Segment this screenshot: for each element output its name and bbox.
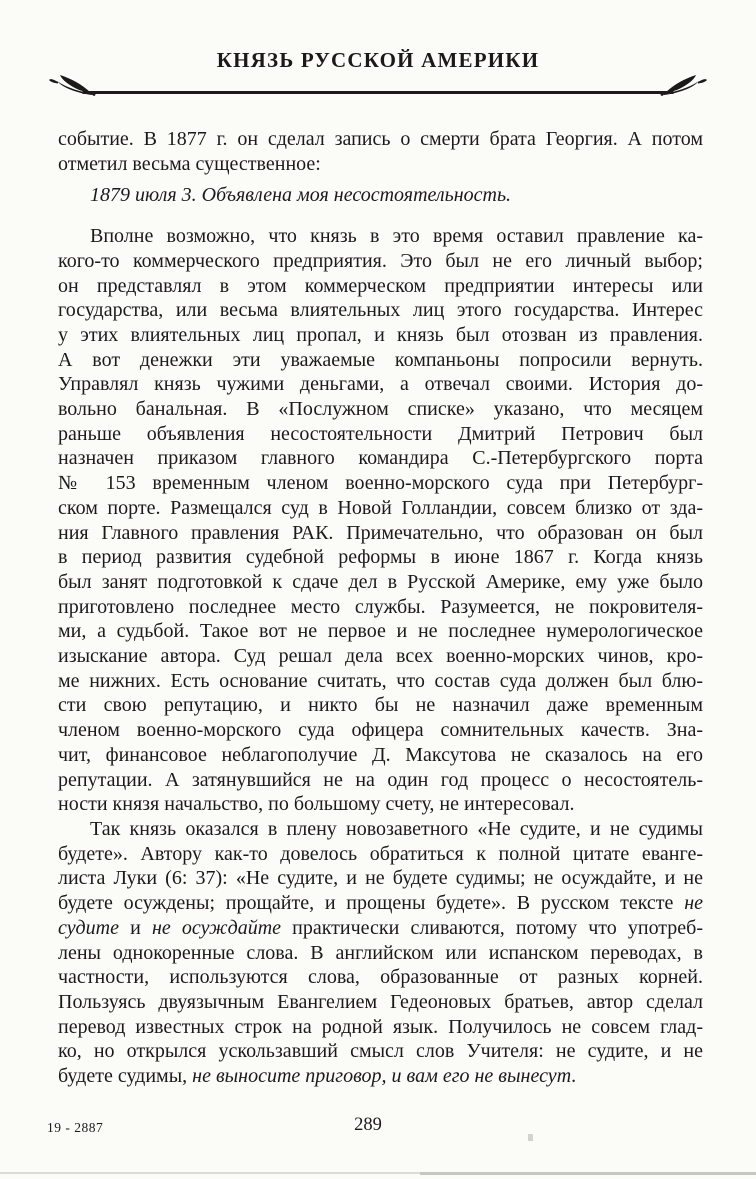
text-line: у этих влиятельных лиц пропал, и князь был отозван из правления. [58,323,703,346]
text-line: репутации. А затянувшийся не на один год процесс о несостоятель- [58,768,703,791]
print-run-mark: 19 - 2887 [47,1120,104,1135]
text-line: будете судимы, не выносите приговор, и вам его не вынесут. [58,1065,577,1088]
text-line: государства, или весьма влиятельных лиц этого государства. Интерес [58,299,703,322]
text-line: № 153 временным членом военно-морского суда при Петербург- [58,472,703,495]
text-line: сти свою репутацию, и никто бы не назначил даже временным [58,694,703,717]
text-line: ском порте. Размещался суд в Новой Голландии, совсем близко от зда- [58,496,703,519]
text-line: приготовлено последнее место службы. Разумеется, не покровителя- [58,595,703,618]
text-line: назначен приказом главного командира С.-Петербургского порта [58,447,703,470]
text-line: ми, а судьбой. Такое вот не первое и не последнее нумерологическое [58,620,703,643]
text-line: судите и не осуждайте практически сливаются, потому что употреб- [58,916,703,939]
book-page [0,48,756,1179]
text-line: отметил весьма существенное: [58,152,321,175]
paragraph [58,224,703,817]
text-line: он представлял в этом коммерческом предприятии интересы или [58,274,703,297]
text-line: будете осуждены; прощайте, и прощены будете». В русском тексте не [58,892,703,915]
scan-artifact-speck [528,1134,533,1141]
text-line: вольно банальная. В «Послужном списке» указано, что месяцем [58,398,703,421]
text-line: был занят подготовкой к сдаче дел в Русской Америке, ему уже было [58,570,703,593]
text-line: ности князя начальство, по большому счету, не интересовал. [58,793,575,816]
scan-artifact-line-dark [420,1172,756,1175]
text-line: ме нижних. Есть основание считать, что состав суда должен был блю- [58,669,703,692]
text-line: событие. В 1877 г. он сделал запись о смерти брата Георгия. А потом [58,128,703,150]
text-block [58,127,703,1089]
text-line: Управлял князь чужими деньгами, а отвечал своими. История до- [58,373,703,396]
text-line: ния Главного правления РАК. Примечательно, что образован он был [58,521,703,544]
running-head-title: КНЯЗЬ РУССКОЙ АМЕРИКИ [216,48,540,72]
paragraph [58,817,703,1089]
page-number: 289 [354,1115,382,1135]
text-line: в период развития судебной реформы в июне 1867 г. Когда князь [58,546,703,569]
header-rule-row [52,74,704,100]
text-line: лены однокоренные слова. В английском или испанском переводах, в [58,941,703,964]
diary-quote [58,183,703,208]
paragraph [58,127,703,176]
text-line: ко, но открылся ускользавший смысл слов Учителя: не судите, и не [58,1040,703,1063]
text-line: членом военно-морского суда офицера сомнительных качеств. Зна- [58,719,703,742]
text-line: кого-то коммерческого предприятия. Это был не его личный выбор; [58,249,703,272]
text-line: будете». Автору как-то довелось обратиться к полной цитате еванге- [58,842,703,865]
quote-line: 1879 июля 3. Объявлена моя несостоятельность. [90,184,512,207]
fleuron-right-icon [660,74,708,100]
text-line: листа Луки (6: 37): «Не судите, и не будете судимы; не осуждайте, и не [58,867,703,890]
text-line: частности, используются слова, образованные от разных корней. [58,966,703,989]
text-line: А вот денежки эти уважаемые компаньоны попросили вернуть. [58,348,703,371]
text-line: чит, финансовое неблагополучие Д. Максутова не сказалось на его [58,743,703,766]
text-line: Вполне возможно, что князь в это время оставил правление ка- [90,225,703,248]
text-line: Так князь оказался в плену новозаветного «Не судите, и не судимы [90,817,703,840]
text-line: изыскание автора. Суд решал дела всех военно-морских чинов, кро- [58,645,703,668]
text-line: раньше объявления несостоятельности Дмитрий Петрович был [58,422,703,445]
text-line: перевод известных строк на родной язык. Получилось не совсем глад- [58,1015,703,1038]
fleuron-left-icon [48,74,96,100]
header-rule [82,91,674,94]
text-line: Пользуясь двуязычным Евангелием Гедеоновых братьев, автор сделал [58,990,703,1013]
